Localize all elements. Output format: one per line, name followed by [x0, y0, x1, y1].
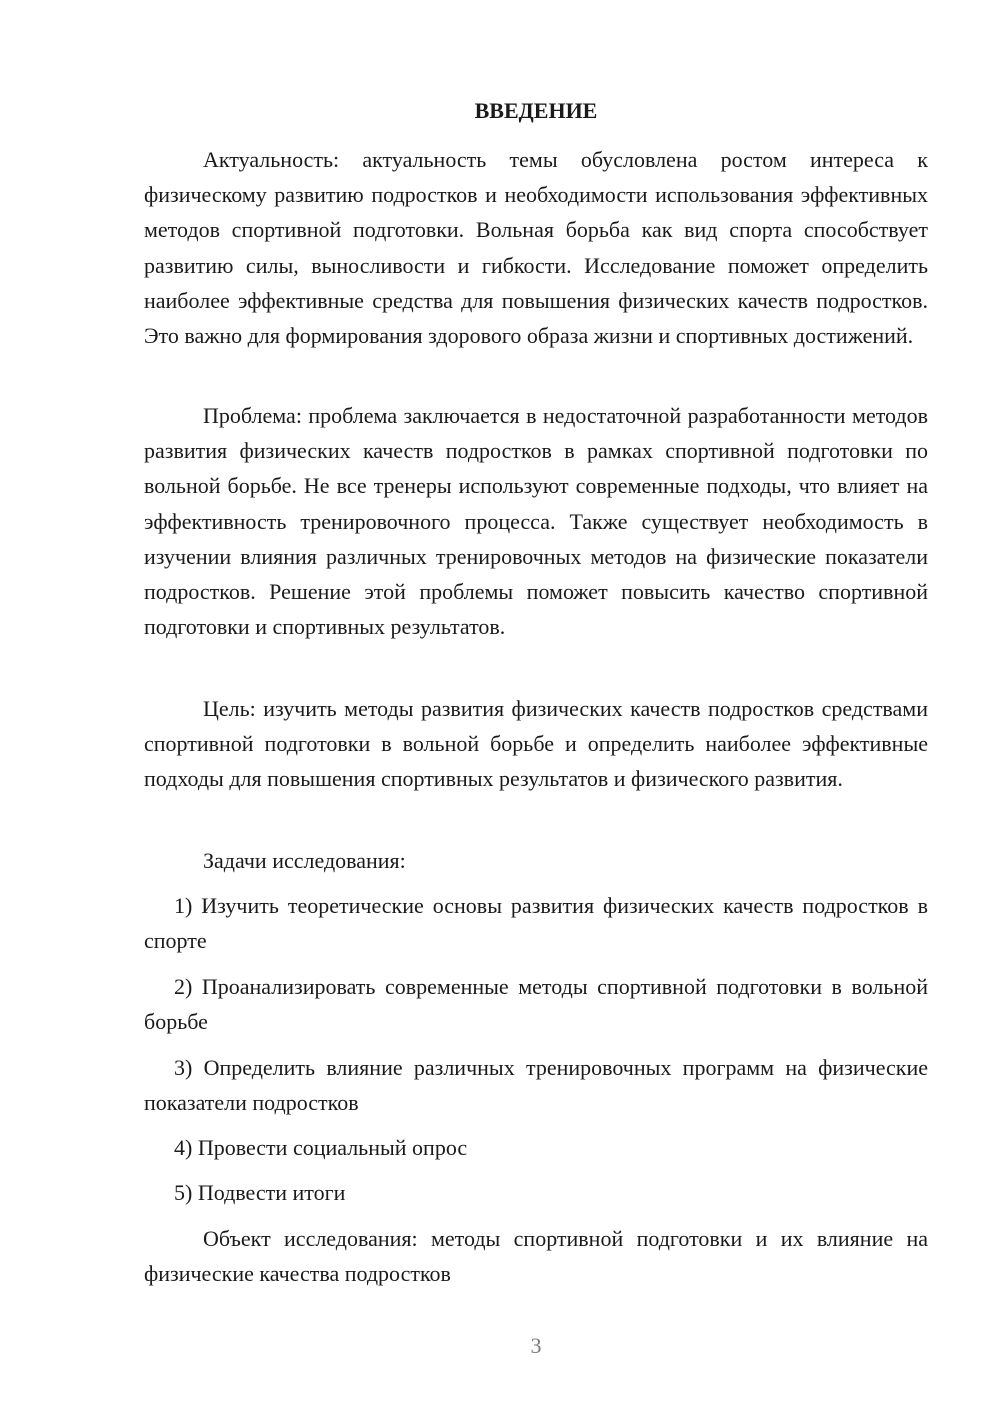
page-number: 3 [530, 1333, 542, 1358]
task-item-4-section [144, 1130, 928, 1165]
task-item-1: 1) Изучить теоретические основы развития физических качеств подростков в спорте [144, 893, 928, 954]
tasks-heading-section [144, 843, 928, 878]
relevance-paragraph: Актуальность: актуальность темы обусловлена ростом интереса к физическому развитию подростков и необходимости использования эффективных методов спортивной подготовки. Вольная борьба как вид спорта способствует развитию силы, выносливости и гибкости. Исследование поможет определить наиболее эффективные средства для повышения физических качеств подростков. Это важно для формирования здорового образа жизни и спортивных достижений. [144, 147, 928, 349]
tasks-heading: Задачи исследования: [203, 848, 406, 873]
goal-section [144, 691, 928, 797]
section-heading: ВВЕДЕНИЕ [474, 98, 598, 123]
relevance-section [144, 142, 928, 353]
task-item-5: 5) Подвести итоги [174, 1180, 346, 1205]
task-item-5-section [144, 1175, 928, 1210]
task-item-3-section [144, 1050, 928, 1120]
problem-paragraph: Проблема: проблема заключается в недостаточной разработанности методов развития физических качеств подростков в рамках спортивной подготовки по вольной борьбе. Не все тренеры используют современные подходы, что влияет на эффективность тренировочного процесса. Также существует необходимость в изучении влияния различных тренировочных методов на физические показатели подростков. Решение этой проблемы поможет повысить качество спортивной подготовки и спортивных результатов. [144, 403, 928, 640]
task-item-2-section [144, 969, 928, 1039]
task-item-2: 2) Проанализировать современные методы спортивной подготовки в вольной борьбе [144, 974, 928, 1035]
task-item-4: 4) Провести социальный опрос [174, 1135, 468, 1160]
task-item-1-section [144, 888, 928, 958]
task-item-3: 3) Определить влияние различных тренировочных программ на физические показатели подростков [144, 1055, 928, 1116]
object-paragraph: Объект исследования: методы спортивной подготовки и их влияние на физические качества подростков [144, 1226, 928, 1287]
object-section [144, 1221, 928, 1291]
problem-section [144, 398, 928, 644]
goal-paragraph: Цель: изучить методы развития физических качеств подростков средствами спортивной подготовки в вольной борьбе и определить наиболее эффективные подходы для повышения спортивных результатов и физического развития. [144, 696, 928, 792]
